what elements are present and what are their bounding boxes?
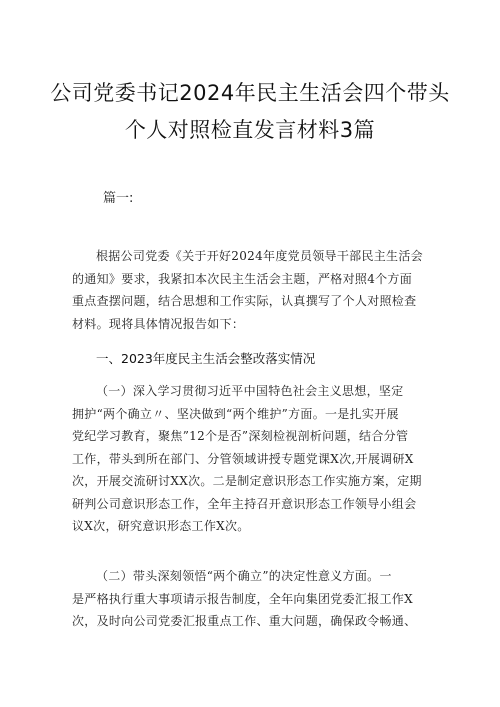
document-title-line-2: 个人对照检直发言材料3篇 xyxy=(124,118,376,142)
paragraph-line: 拥护“两个确立〃、坚决做到“两个维护”方面。一是扎实开展 xyxy=(72,406,399,421)
paragraph-line: 议X次，研究意识形态工作X次。 xyxy=(72,519,250,533)
paragraph-line: 次，开展交流研讨XX次。二是制定意识形态工作实施方案，定期 xyxy=(72,474,422,488)
section-label: 篇一: xyxy=(103,191,134,206)
paragraph-line: 重点查摆问题，结合思想和工作实际，认真撰写了个人对照检查 xyxy=(72,294,417,308)
paragraph-line: 工作，带头到所在部门、分管领域讲授专题党课X次,开展调研X xyxy=(72,451,414,466)
paragraph-line: （二）带头深刻领悟“两个确立”的决定性意义方面。一 xyxy=(96,569,392,583)
paragraph-line: 的通知》要求，我紧扣本次民主生活会主题，严格对照4个方面 xyxy=(72,271,413,286)
paragraph-line: 党纪学习教育，聚焦”12个是否”深刻检视剖析问题，结合分管 xyxy=(72,429,409,443)
paragraph-line: 是严格执行重大事项请示报告制度，全年向集团党委汇报工作X xyxy=(72,591,413,606)
section-heading: 一、2023年度民主生活会整改落实情况 xyxy=(96,351,316,366)
paragraph-rectification-1 xyxy=(72,380,432,538)
document-title-line-1: 公司党委书记2024年民主生活会四个带头 xyxy=(50,81,450,105)
paragraph-line: 研判公司意识形态工作，全年主持召开意识形态工作领导小组会 xyxy=(72,496,417,511)
paragraph-line: 材料。现将具体情况报告如下： xyxy=(72,316,245,331)
paragraph-rectification-2 xyxy=(72,565,432,633)
paragraph-line: 根据公司党委《关于开好2024年度党员领导干部民主生活会 xyxy=(96,249,423,263)
paragraph-intro xyxy=(72,245,432,335)
paragraph-line: 次，及时向公司党委汇报重点工作、重大问题，确保政令畅通、 xyxy=(72,614,417,628)
paragraph-line: （一）深入学习贯彻习近平中国特色社会主义思想，坚定 xyxy=(96,384,404,398)
